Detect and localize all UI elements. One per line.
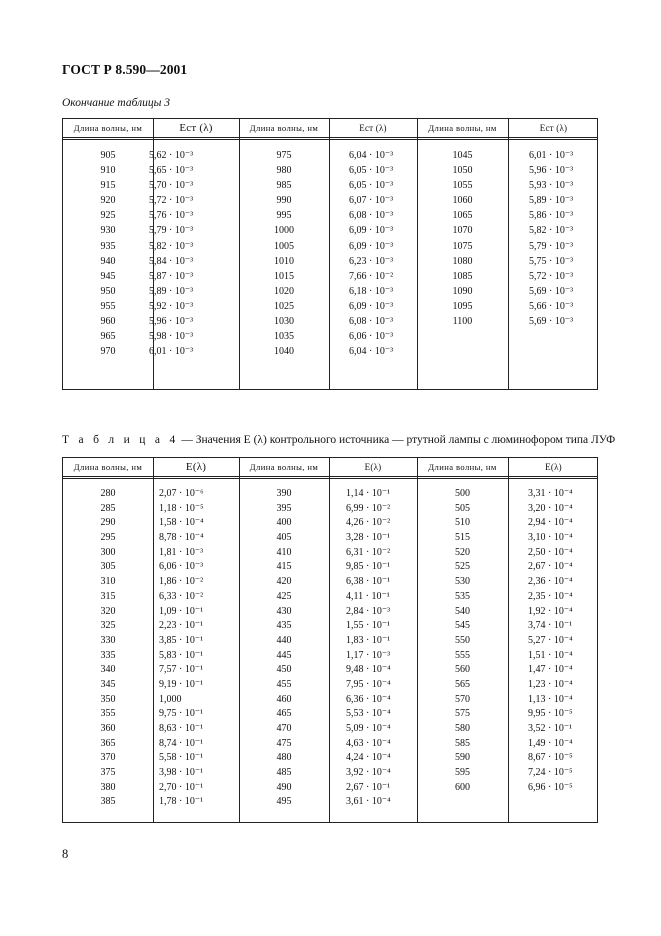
irradiance-cell: 2,23 · 10⁻¹: [159, 620, 204, 632]
table3-header-wavelength-2: Длина волны, нм: [249, 123, 319, 133]
wavelength-cell: 1035: [274, 331, 294, 343]
irradiance-cell: 1,09 · 10⁻¹: [159, 605, 204, 617]
wavelength-cell: 425: [276, 590, 292, 602]
wavelength-cell: 385: [100, 796, 116, 808]
table4-col-wavelength-3: [417, 487, 508, 795]
irradiance-cell: 1,18 · 10⁻⁵: [159, 502, 204, 514]
irradiance-cell: 1,78 · 10⁻¹: [159, 796, 204, 808]
wavelength-cell: 510: [455, 517, 470, 529]
irradiance-cell: 5,53 · 10⁻⁴: [346, 708, 391, 720]
wavelength-cell: 500: [455, 488, 470, 499]
wavelength-cell: 555: [455, 649, 470, 661]
irradiance-cell: 6,08 · 10⁻³: [349, 210, 394, 222]
table4-col-wavelength-1: [63, 487, 153, 810]
wavelength-cell: 1075: [452, 240, 473, 252]
wavelength-cell: 985: [276, 180, 292, 192]
wavelength-cell: 480: [276, 752, 292, 764]
irradiance-cell: 6,06 · 10⁻³: [159, 561, 204, 573]
irradiance-cell: 5,27 · 10⁻⁴: [528, 634, 573, 646]
irradiance-cell: 5,93 · 10⁻³: [529, 180, 574, 192]
wavelength-cell: 460: [276, 693, 292, 705]
irradiance-cell: 6,18 · 10⁻³: [349, 285, 394, 297]
wavelength-cell: 600: [455, 781, 470, 793]
wavelength-cell: 1095: [452, 300, 473, 312]
table4-col-wavelength-2: [239, 487, 329, 810]
document-id: ГОСТ Р 8.590—2001: [62, 62, 188, 77]
irradiance-cell: 5,70 · 10⁻³: [149, 180, 194, 192]
irradiance-cell: 2,70 · 10⁻¹: [159, 781, 204, 793]
irradiance-cell: 7,66 · 10⁻²: [349, 270, 394, 282]
wavelength-cell: 390: [276, 488, 292, 499]
wavelength-cell: 1025: [274, 300, 294, 312]
table4-header-irradiance-3: E(λ): [545, 462, 562, 472]
irradiance-cell: 6,36 · 10⁻⁴: [346, 693, 391, 705]
irradiance-cell: 1,49 · 10⁻⁴: [528, 737, 573, 749]
wavelength-cell: 970: [100, 346, 116, 358]
irradiance-cell: 5,96 · 10⁻³: [149, 316, 194, 328]
irradiance-cell: 2,67 · 10⁻¹: [346, 781, 391, 793]
irradiance-cell: 5,89 · 10⁻³: [529, 195, 574, 207]
wavelength-cell: 450: [276, 664, 292, 676]
wavelength-cell: 360: [100, 723, 116, 734]
irradiance-cell: 3,92 · 10⁻⁴: [346, 767, 391, 779]
irradiance-cell: 1,13 · 10⁻⁴: [528, 693, 573, 705]
irradiance-cell: 8,78 · 10⁻⁴: [159, 532, 204, 544]
wavelength-cell: 1055: [452, 180, 473, 192]
irradiance-cell: 6,99 · 10⁻²: [346, 502, 391, 514]
wavelength-cell: 430: [276, 605, 292, 617]
table4: [62, 457, 598, 823]
wavelength-cell: 380: [100, 781, 116, 793]
table4-col-value-1: [159, 487, 239, 810]
wavelength-cell: 1065: [452, 210, 473, 222]
wavelength-cell: 910: [100, 165, 116, 177]
wavelength-cell: 1090: [452, 285, 473, 297]
irradiance-cell: 5,89 · 10⁻³: [149, 285, 194, 297]
irradiance-cell: 6,05 · 10⁻³: [349, 180, 394, 192]
wavelength-cell: 520: [455, 546, 470, 558]
irradiance-cell: 6,09 · 10⁻³: [349, 240, 394, 252]
wavelength-cell: 295: [100, 532, 116, 544]
wavelength-cell: 1045: [452, 150, 473, 161]
wavelength-cell: 545: [455, 620, 470, 632]
wavelength-cell: 470: [276, 723, 292, 734]
wavelength-cell: 490: [276, 781, 292, 793]
table4-header-rule-double: [63, 478, 597, 479]
irradiance-cell: 1,14 · 10⁻¹: [346, 488, 391, 499]
irradiance-cell: 4,24 · 10⁻⁴: [346, 752, 391, 764]
wavelength-cell: 940: [100, 255, 116, 267]
irradiance-cell: 2,07 · 10⁻⁶: [159, 488, 204, 499]
table4-caption-text: — Значения E (λ) контрольного источника — ртутной лампы с люминофором типа ЛУФ: [178, 434, 616, 446]
irradiance-cell: 5,72 · 10⁻³: [149, 195, 194, 207]
table4-header-wavelength-1: Длина волны, нм: [73, 462, 143, 472]
wavelength-cell: 455: [276, 678, 292, 690]
table4-col-value-2: [346, 487, 417, 810]
wavelength-cell: 1020: [274, 285, 294, 297]
wavelength-cell: 405: [276, 532, 292, 544]
irradiance-cell: 5,65 · 10⁻³: [149, 165, 194, 177]
wavelength-cell: 355: [100, 708, 116, 720]
wavelength-cell: 1050: [452, 165, 473, 177]
irradiance-cell: 3,61 · 10⁻⁴: [346, 796, 391, 808]
wavelength-cell: 935: [100, 240, 116, 252]
wavelength-cell: 1100: [452, 316, 473, 328]
irradiance-cell: 7,95 · 10⁻⁴: [346, 678, 391, 690]
table4-header-irradiance-1: E(λ): [185, 461, 207, 473]
wavelength-cell: 365: [100, 737, 116, 749]
irradiance-cell: 1,51 · 10⁻⁴: [528, 649, 573, 661]
table3-header-irradiance-2: Eст (λ): [359, 123, 387, 133]
wavelength-cell: 335: [100, 649, 116, 661]
wavelength-cell: 960: [100, 316, 116, 328]
irradiance-cell: 2,67 · 10⁻⁴: [528, 561, 573, 573]
irradiance-cell: 1,83 · 10⁻¹: [346, 634, 391, 646]
irradiance-cell: 5,69 · 10⁻³: [529, 316, 574, 328]
wavelength-cell: 580: [455, 723, 470, 734]
irradiance-cell: 6,01 · 10⁻³: [149, 346, 194, 358]
irradiance-cell: 1,23 · 10⁻⁴: [528, 678, 573, 690]
irradiance-cell: 7,57 · 10⁻¹: [159, 664, 204, 676]
table3-header-irradiance-3: Eст (λ): [539, 123, 568, 133]
irradiance-cell: 5,82 · 10⁻³: [529, 225, 574, 237]
wavelength-cell: 495: [276, 796, 292, 808]
table4-header-wavelength-2: Длина волны, нм: [249, 462, 319, 472]
irradiance-cell: 5,75 · 10⁻³: [529, 255, 574, 267]
wavelength-cell: 370: [100, 752, 116, 764]
irradiance-cell: 6,96 · 10⁻⁵: [528, 781, 573, 793]
wavelength-cell: 290: [100, 517, 116, 529]
irradiance-cell: 9,85 · 10⁻¹: [346, 561, 391, 573]
table3-header-wavelength-1: Длина волны, нм: [73, 123, 143, 133]
irradiance-cell: 3,52 · 10⁻¹: [528, 723, 573, 734]
irradiance-cell: 1,58 · 10⁻⁴: [159, 517, 204, 529]
wavelength-cell: 310: [100, 576, 116, 588]
irradiance-cell: 5,58 · 10⁻¹: [159, 752, 204, 764]
irradiance-cell: 5,96 · 10⁻³: [529, 165, 574, 177]
wavelength-cell: 1010: [274, 255, 294, 267]
wavelength-cell: 440: [276, 634, 292, 646]
irradiance-cell: 6,08 · 10⁻³: [349, 316, 394, 328]
irradiance-cell: 5,98 · 10⁻³: [149, 331, 194, 343]
irradiance-cell: 5,86 · 10⁻³: [529, 210, 574, 222]
wavelength-cell: 410: [276, 546, 292, 558]
wavelength-cell: 560: [455, 664, 470, 676]
wavelength-cell: 515: [455, 532, 470, 544]
irradiance-cell: 3,74 · 10⁻¹: [528, 620, 573, 632]
wavelength-cell: 320: [100, 605, 116, 617]
irradiance-cell: 8,74 · 10⁻¹: [159, 737, 204, 749]
wavelength-cell: 340: [100, 664, 116, 676]
wavelength-cell: 565: [455, 678, 470, 690]
wavelength-cell: 350: [100, 693, 116, 705]
table4-header-irradiance-2: E(λ): [364, 462, 382, 472]
irradiance-cell: 5,83 · 10⁻¹: [159, 649, 204, 661]
wavelength-cell: 955: [100, 300, 116, 312]
table3: [62, 118, 598, 390]
irradiance-cell: 9,75 · 10⁻¹: [159, 708, 204, 720]
wavelength-cell: 530: [455, 576, 470, 588]
wavelength-cell: 1080: [452, 255, 473, 267]
wavelength-cell: 905: [100, 150, 116, 161]
wavelength-cell: 990: [276, 195, 292, 207]
irradiance-cell: 3,28 · 10⁻¹: [346, 532, 391, 544]
irradiance-cell: 3,10 · 10⁻⁴: [528, 532, 573, 544]
table4-caption-prefix: Т а б л и ц а 4: [62, 434, 179, 446]
wavelength-cell: 920: [100, 195, 116, 207]
wavelength-cell: 375: [100, 767, 116, 779]
wavelength-cell: 590: [455, 752, 470, 764]
table3-col-wavelength-2: [239, 148, 329, 359]
wavelength-cell: 415: [276, 561, 292, 573]
irradiance-cell: 9,48 · 10⁻⁴: [346, 664, 391, 676]
irradiance-cell: 1,55 · 10⁻¹: [346, 620, 391, 632]
table3-header-rule-double: [63, 139, 597, 140]
irradiance-cell: 9,95 · 10⁻⁵: [528, 708, 573, 720]
irradiance-cell: 1,47 · 10⁻⁴: [528, 664, 573, 676]
table3-col-wavelength-3: [417, 148, 508, 329]
wavelength-cell: 915: [100, 180, 116, 192]
table3-header-irradiance-1: Eст (λ): [179, 122, 213, 134]
wavelength-cell: 975: [276, 150, 292, 161]
irradiance-cell: 5,79 · 10⁻³: [149, 225, 194, 237]
wavelength-cell: 445: [276, 649, 292, 661]
irradiance-cell: 3,20 · 10⁻⁴: [528, 502, 573, 514]
wavelength-cell: 595: [455, 767, 470, 779]
table3-header-wavelength-3: Длина волны, нм: [428, 123, 497, 133]
wavelength-cell: 485: [276, 767, 292, 779]
irradiance-cell: 5,09 · 10⁻⁴: [346, 723, 391, 734]
wavelength-cell: 535: [455, 590, 470, 602]
wavelength-cell: 965: [100, 331, 116, 343]
wavelength-cell: 525: [455, 561, 470, 573]
irradiance-cell: 1,86 · 10⁻²: [159, 576, 204, 588]
irradiance-cell: 6,09 · 10⁻³: [349, 300, 394, 312]
wavelength-cell: 995: [276, 210, 292, 222]
irradiance-cell: 5,87 · 10⁻³: [149, 270, 194, 282]
table4-col-value-3: [528, 487, 599, 795]
irradiance-cell: 3,31 · 10⁻⁴: [528, 488, 573, 499]
wavelength-cell: 475: [276, 737, 292, 749]
irradiance-cell: 5,92 · 10⁻³: [149, 300, 194, 312]
irradiance-cell: 2,36 · 10⁻⁴: [528, 576, 573, 588]
irradiance-cell: 8,63 · 10⁻¹: [159, 723, 204, 734]
irradiance-cell: 5,79 · 10⁻³: [529, 240, 574, 252]
wavelength-cell: 1000: [274, 225, 294, 237]
irradiance-cell: 4,63 · 10⁻⁴: [346, 737, 391, 749]
wavelength-cell: 285: [100, 502, 116, 514]
wavelength-cell: 505: [455, 502, 470, 514]
wavelength-cell: 945: [100, 270, 116, 282]
wavelength-cell: 570: [455, 693, 470, 705]
table4-header-wavelength-3: Длина волны, нм: [428, 462, 497, 472]
wavelength-cell: 435: [276, 620, 292, 632]
wavelength-cell: 420: [276, 576, 292, 588]
irradiance-cell: 6,23 · 10⁻³: [349, 255, 394, 267]
irradiance-cell: 6,31 · 10⁻²: [346, 546, 391, 558]
wavelength-cell: 400: [276, 517, 292, 529]
wavelength-cell: 550: [455, 634, 470, 646]
wavelength-cell: 1015: [274, 270, 294, 282]
wavelength-cell: 345: [100, 678, 116, 690]
irradiance-cell: 6,04 · 10⁻³: [349, 150, 394, 161]
table4-caption: [62, 434, 615, 446]
page-number: 8: [62, 847, 69, 861]
table3-col-wavelength-1: [63, 148, 153, 359]
irradiance-cell: 5,76 · 10⁻³: [149, 210, 194, 222]
wavelength-cell: 315: [100, 590, 116, 602]
irradiance-cell: 5,82 · 10⁻³: [149, 240, 194, 252]
irradiance-cell: 4,11 · 10⁻¹: [346, 590, 390, 602]
wavelength-cell: 540: [455, 605, 470, 617]
irradiance-cell: 1,17 · 10⁻³: [346, 649, 391, 661]
table3-subtitle: Окончание таблицы 3: [62, 97, 170, 109]
wavelength-cell: 585: [455, 737, 470, 749]
irradiance-cell: 5,66 · 10⁻³: [529, 300, 574, 312]
wavelength-cell: 305: [100, 561, 116, 573]
irradiance-cell: 9,19 · 10⁻¹: [159, 678, 204, 690]
irradiance-cell: 5,72 · 10⁻³: [529, 270, 574, 282]
irradiance-cell: 6,07 · 10⁻³: [349, 195, 394, 207]
wavelength-cell: 980: [276, 165, 292, 177]
wavelength-cell: 575: [455, 708, 470, 720]
wavelength-cell: 930: [100, 225, 116, 237]
irradiance-cell: 5,69 · 10⁻³: [529, 285, 574, 297]
irradiance-cell: 5,84 · 10⁻³: [149, 255, 194, 267]
wavelength-cell: 330: [100, 634, 116, 646]
irradiance-cell: 2,84 · 10⁻³: [346, 605, 391, 617]
irradiance-cell: 1,81 · 10⁻³: [159, 546, 204, 558]
irradiance-cell: 3,98 · 10⁻¹: [159, 767, 204, 779]
wavelength-cell: 1070: [452, 225, 473, 237]
wavelength-cell: 950: [100, 285, 116, 297]
irradiance-cell: 6,38 · 10⁻¹: [346, 576, 391, 588]
table3-col-value-1: [149, 148, 239, 359]
irradiance-cell: 6,33 · 10⁻²: [159, 590, 204, 602]
wavelength-cell: 325: [100, 620, 116, 632]
irradiance-cell: 2,35 · 10⁻⁴: [528, 590, 573, 602]
irradiance-cell: 2,50 · 10⁻⁴: [528, 546, 573, 558]
wavelength-cell: 1040: [274, 346, 294, 358]
irradiance-cell: 2,94 · 10⁻⁴: [528, 517, 573, 529]
wavelength-cell: 465: [276, 708, 292, 720]
wavelength-cell: 1085: [452, 270, 473, 282]
wavelength-cell: 1030: [274, 316, 294, 328]
irradiance-cell: 5,62 · 10⁻³: [149, 150, 194, 161]
wavelength-cell: 300: [100, 546, 116, 558]
irradiance-cell: 6,05 · 10⁻³: [349, 165, 394, 177]
wavelength-cell: 925: [100, 210, 116, 222]
irradiance-cell: 7,24 · 10⁻⁵: [528, 767, 573, 779]
irradiance-cell: 6,09 · 10⁻³: [349, 225, 394, 237]
irradiance-cell: 8,67 · 10⁻⁵: [528, 752, 573, 764]
wavelength-cell: 1060: [452, 195, 473, 207]
wavelength-cell: 395: [276, 502, 292, 514]
irradiance-cell: 6,04 · 10⁻³: [349, 346, 394, 358]
wavelength-cell: 280: [100, 488, 116, 499]
irradiance-cell: 6,06 · 10⁻³: [349, 331, 394, 343]
irradiance-cell: 1,000: [159, 693, 182, 705]
table3-header-rule: [63, 137, 597, 138]
irradiance-cell: 4,26 · 10⁻²: [346, 517, 391, 529]
table4-header-rule: [63, 476, 597, 477]
irradiance-cell: 1,92 · 10⁻⁴: [528, 605, 573, 617]
irradiance-cell: 6,01 · 10⁻³: [529, 150, 574, 161]
table3-col-value-3: [529, 148, 599, 329]
wavelength-cell: 1005: [274, 240, 294, 252]
irradiance-cell: 3,85 · 10⁻¹: [159, 634, 204, 646]
